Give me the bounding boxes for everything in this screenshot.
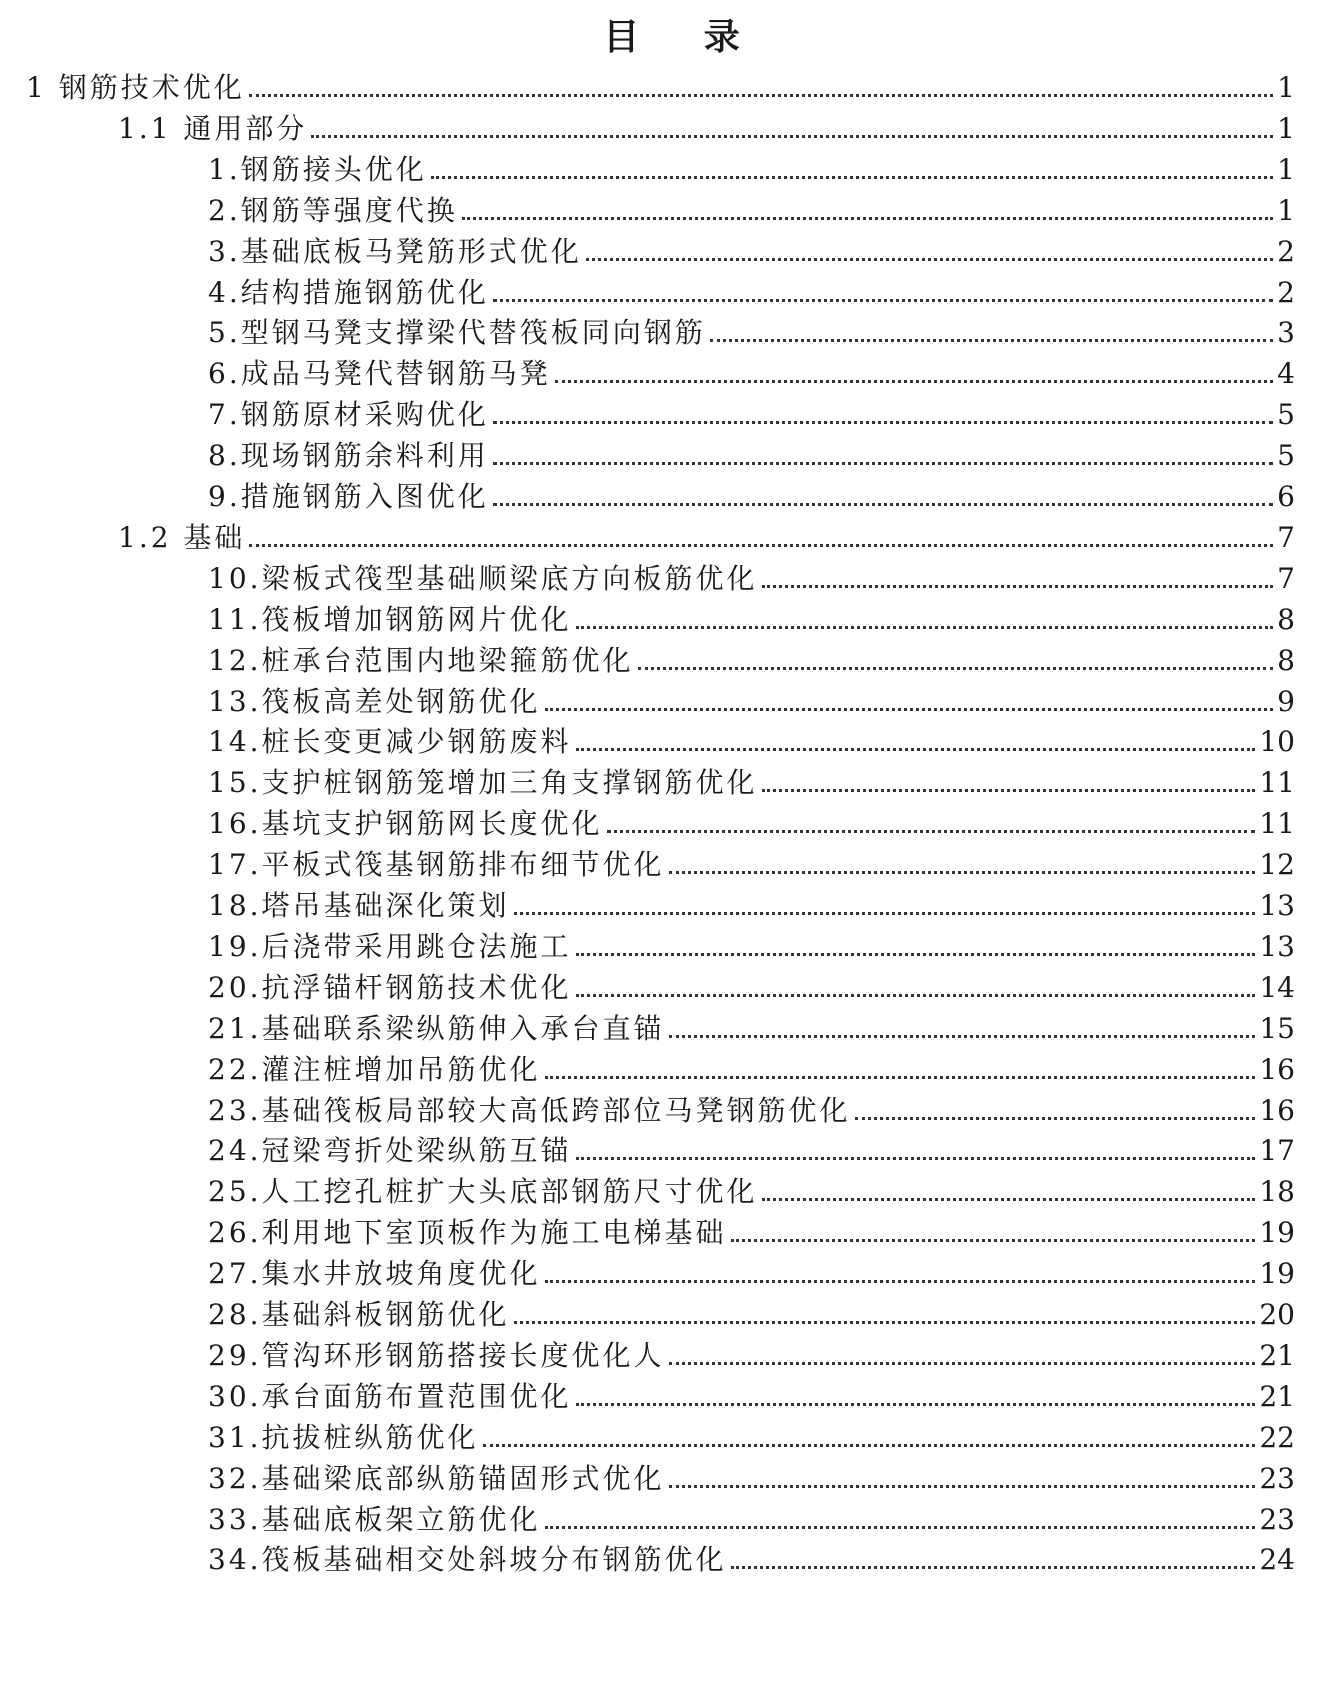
toc-dot-leader [431, 176, 1273, 179]
toc-dot-leader [855, 1117, 1256, 1120]
toc-entry-label: 16.基坑支护钢筋网长度优化 [208, 807, 603, 841]
toc-dot-leader [607, 830, 1256, 833]
toc-dot-leader [762, 789, 1256, 792]
toc-entry-label: 33.基础底板架立筋优化 [208, 1502, 541, 1536]
toc-page-number: 1 [1277, 193, 1295, 227]
toc-dot-leader [545, 1076, 1256, 1079]
page-title: 目 录 [603, 17, 766, 58]
toc-page-number: 1 [1277, 111, 1295, 145]
toc-entry[interactable] [208, 430, 1295, 474]
toc-entry-label: 1.2 基础 [118, 520, 246, 554]
toc-page-number: 7 [1277, 520, 1295, 554]
toc-dot-leader [710, 339, 1273, 342]
toc-dot-leader [669, 1362, 1256, 1365]
toc-entry[interactable] [208, 144, 1295, 188]
toc-page-number: 13 [1259, 929, 1295, 963]
toc-entry-label: 11.筏板增加钢筋网片优化 [208, 602, 572, 636]
toc-entry[interactable] [208, 676, 1295, 720]
toc-entry-label: 5.型钢马凳支撑梁代替筏板同向钢筋 [208, 316, 706, 350]
toc-entry-label: 14.桩长变更减少钢筋废料 [208, 725, 572, 759]
toc-dot-leader [555, 380, 1273, 383]
toc-dot-leader [576, 748, 1256, 751]
toc-dot-leader [638, 667, 1274, 670]
toc-entry[interactable] [208, 1412, 1295, 1456]
toc-dot-leader [493, 421, 1273, 424]
toc-entry[interactable] [208, 839, 1295, 883]
toc-entry[interactable] [208, 635, 1295, 679]
toc-entry-label: 17.平板式筏基钢筋排布细节优化 [208, 848, 665, 882]
toc-page-number: 6 [1277, 480, 1295, 513]
toc-entry-label: 23.基础筏板局部较大高低跨部位马凳钢筋优化 [208, 1093, 851, 1127]
toc-entry-label: 24.冠梁弯折处梁纵筋互锚 [208, 1134, 572, 1168]
toc-page-number: 8 [1277, 643, 1295, 677]
toc-page-number: 21 [1259, 1379, 1295, 1413]
toc-entry-label: 26.利用地下室顶板作为施工电梯基础 [208, 1216, 727, 1250]
toc-entry-label: 1.1 通用部分 [118, 111, 308, 145]
toc-entry[interactable] [118, 512, 1295, 556]
toc-dot-leader [249, 544, 1273, 547]
toc-dot-leader [731, 1566, 1256, 1569]
toc-dot-leader [493, 462, 1273, 465]
toc-entry[interactable] [208, 716, 1295, 760]
toc-entry[interactable] [208, 1207, 1295, 1251]
toc-entry[interactable] [208, 389, 1295, 433]
toc-entry[interactable] [208, 185, 1295, 229]
toc-entry-label: 34.筏板基础相交处斜坡分布钢筋优化 [208, 1543, 727, 1577]
toc-dot-leader [545, 1526, 1256, 1529]
toc-entry-label: 21.基础联系梁纵筋伸入承台直锚 [208, 1011, 665, 1045]
toc-entry[interactable] [208, 921, 1295, 965]
toc-entry-label: 29.管沟环形钢筋搭接长度优化人 [208, 1338, 665, 1372]
toc-dot-leader [731, 1239, 1256, 1242]
toc-page-number: 9 [1277, 684, 1295, 718]
toc-entry-label: 6.成品马凳代替钢筋马凳 [208, 357, 551, 391]
toc-dot-leader [249, 94, 1273, 97]
toc-entry-label: 13.筏板高差处钢筋优化 [208, 684, 541, 718]
toc-entry[interactable] [208, 880, 1295, 924]
toc-dot-leader [493, 299, 1273, 302]
toc-entry[interactable] [208, 1534, 1295, 1578]
toc-page-number: 22 [1259, 1420, 1295, 1454]
toc-page-number: 10 [1259, 725, 1295, 759]
toc-entry-label: 10.梁板式筏型基础顺梁底方向板筋优化 [208, 561, 758, 595]
toc-page-number: 12 [1259, 848, 1295, 882]
toc-dot-leader [514, 912, 1256, 915]
toc-page-number: 17 [1259, 1134, 1295, 1168]
toc-entry-label: 19.后浇带采用跳仓法施工 [208, 929, 572, 963]
toc-entry[interactable] [208, 267, 1295, 311]
toc-page-number: 5 [1277, 439, 1295, 473]
toc-entry[interactable] [208, 226, 1295, 270]
toc-entry-label: 3.基础底板马凳筋形式优化 [208, 234, 582, 268]
toc-entry-label: 27.集水井放坡角度优化 [208, 1257, 541, 1291]
toc-page-number: 20 [1259, 1298, 1295, 1331]
toc-entry[interactable] [208, 757, 1295, 801]
toc-entry[interactable] [208, 348, 1295, 392]
toc-dot-leader [576, 994, 1256, 997]
toc-entry[interactable] [208, 307, 1295, 351]
toc-entry[interactable] [208, 1044, 1295, 1088]
toc-entry[interactable] [208, 471, 1295, 515]
toc-page-number: 15 [1259, 1011, 1295, 1045]
toc-dot-leader [669, 1485, 1256, 1488]
toc-dot-leader [576, 626, 1274, 629]
toc-dot-leader [545, 1280, 1256, 1283]
toc-page-number: 1 [1277, 152, 1295, 186]
toc-dot-leader [762, 585, 1274, 588]
toc-entry-label: 4.结构措施钢筋优化 [208, 275, 489, 309]
toc-entry[interactable] [208, 962, 1295, 1006]
toc-dot-leader [576, 1403, 1256, 1406]
toc-entry-label: 25.人工挖孔桩扩大头底部钢筋尺寸优化 [208, 1175, 758, 1209]
toc-page-number: 5 [1277, 398, 1295, 432]
toc-page-number: 13 [1259, 889, 1295, 922]
toc-entry[interactable] [208, 798, 1295, 842]
toc-dot-leader [586, 258, 1273, 261]
toc-entry[interactable] [208, 1085, 1295, 1129]
toc-entry[interactable] [208, 1330, 1295, 1374]
toc-entry[interactable] [208, 1166, 1295, 1210]
toc-entry-label: 1 钢筋技术优化 [26, 71, 245, 104]
toc-page-number: 1 [1277, 71, 1295, 104]
toc-page-number: 19 [1259, 1216, 1295, 1250]
toc-entry-label: 18.塔吊基础深化策划 [208, 889, 510, 922]
toc-entry-label: 9.措施钢筋入图优化 [208, 480, 489, 513]
toc-entry[interactable] [208, 1125, 1295, 1169]
toc-page-number: 8 [1277, 602, 1295, 636]
toc-entry[interactable] [208, 1289, 1295, 1333]
toc-entry[interactable] [208, 1248, 1295, 1292]
toc-page-number: 7 [1277, 561, 1295, 595]
toc-entry-label: 15.支护桩钢筋笼增加三角支撑钢筋优化 [208, 766, 758, 800]
toc-entry[interactable] [26, 62, 1295, 106]
toc-entry-label: 1.钢筋接头优化 [208, 152, 427, 186]
toc-entry-label: 12.桩承台范围内地梁箍筋优化 [208, 643, 634, 677]
toc-entry-label: 22.灌注桩增加吊筋优化 [208, 1052, 541, 1086]
toc-entry[interactable] [208, 1453, 1295, 1497]
toc-page-number: 24 [1259, 1543, 1295, 1577]
toc-dot-leader [545, 708, 1274, 711]
toc-page-number: 3 [1277, 316, 1295, 350]
toc-dot-leader [762, 1198, 1256, 1201]
toc-page-number: 21 [1259, 1338, 1295, 1372]
toc-dot-leader [669, 1035, 1256, 1038]
toc-page-number: 16 [1259, 1093, 1295, 1127]
toc-entry-label: 31.抗拔桩纵筋优化 [208, 1420, 479, 1454]
toc-entry[interactable] [208, 1003, 1295, 1047]
toc-entry[interactable] [208, 1371, 1295, 1415]
toc-dot-leader [493, 503, 1273, 506]
toc-dot-leader [514, 1321, 1256, 1324]
toc-page-number: 11 [1259, 807, 1295, 841]
toc-dot-leader [669, 871, 1256, 874]
toc-entry[interactable] [118, 103, 1295, 147]
toc-entry-label: 30.承台面筋布置范围优化 [208, 1379, 572, 1413]
toc-page-number: 19 [1259, 1257, 1295, 1291]
toc-page-number: 23 [1259, 1461, 1295, 1495]
toc-entry-label: 7.钢筋原材采购优化 [208, 398, 489, 432]
toc-dot-leader [483, 1444, 1256, 1447]
toc-page-number: 23 [1259, 1502, 1295, 1536]
toc-page-number: 16 [1259, 1052, 1295, 1086]
toc-dot-leader [576, 1157, 1256, 1160]
toc-entry[interactable] [208, 594, 1295, 638]
toc-entry-label: 20.抗浮锚杆钢筋技术优化 [208, 970, 572, 1004]
toc-dot-leader [311, 135, 1273, 138]
toc-page-number: 2 [1277, 234, 1295, 268]
toc-entry[interactable] [208, 553, 1295, 597]
toc-dot-leader [576, 953, 1256, 956]
toc-page-number: 2 [1277, 275, 1295, 309]
toc-page-number: 4 [1277, 357, 1295, 391]
toc-entry-label: 28.基础斜板钢筋优化 [208, 1298, 510, 1331]
toc-entry-label: 8.现场钢筋余料利用 [208, 439, 489, 473]
toc-entry-label: 2.钢筋等强度代换 [208, 193, 458, 227]
toc-page-number: 14 [1259, 970, 1295, 1004]
toc-entry-label: 32.基础梁底部纵筋锚固形式优化 [208, 1461, 665, 1495]
toc-page-number: 11 [1259, 766, 1295, 800]
toc-page-number: 18 [1259, 1175, 1295, 1209]
toc-entry[interactable] [208, 1494, 1295, 1538]
toc-dot-leader [462, 217, 1273, 220]
